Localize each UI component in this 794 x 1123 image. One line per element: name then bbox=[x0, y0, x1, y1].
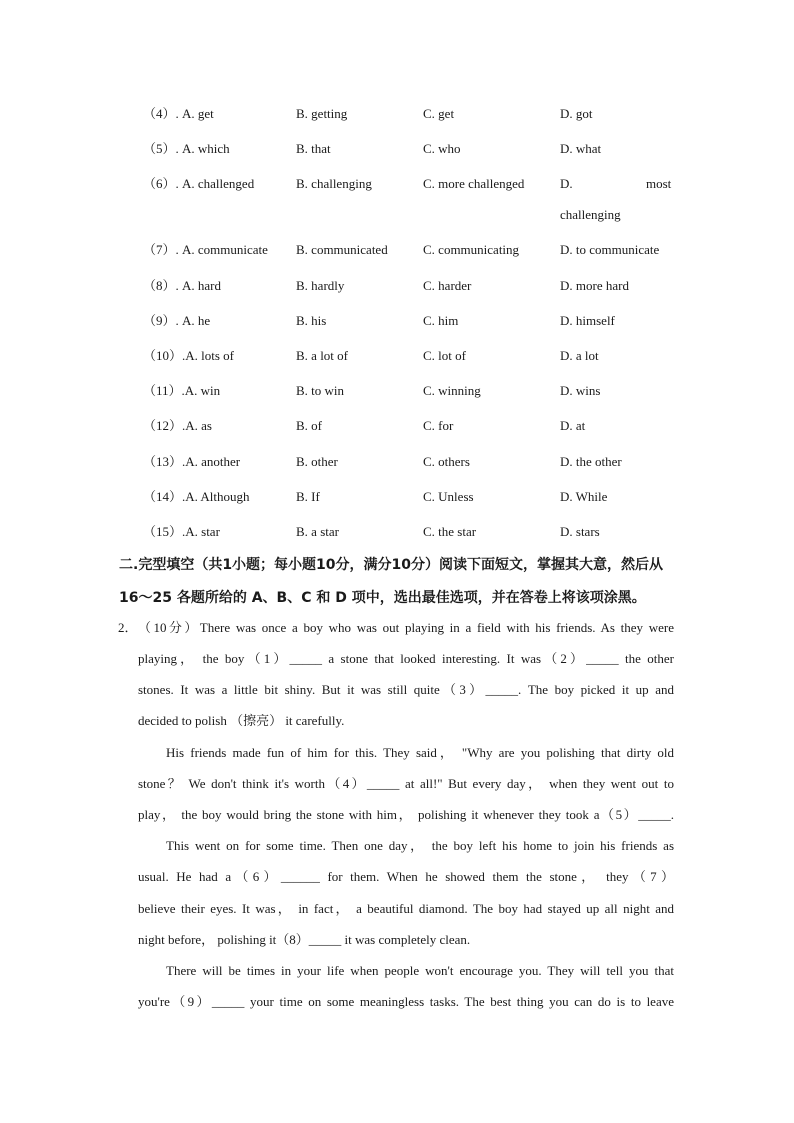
option-b: B. of bbox=[296, 418, 322, 433]
option-b: B. hardly bbox=[296, 278, 345, 293]
option-d: D. wins bbox=[560, 383, 601, 398]
section-heading-line-1: 二.完型填空（共1小题；每小题10分，满分10分）阅读下面短文，掌握其大意，然后从 bbox=[119, 557, 664, 573]
option-a: （11）.A. win bbox=[143, 383, 221, 398]
option-c: C. get bbox=[423, 106, 455, 121]
option-b: B. his bbox=[296, 313, 327, 328]
option-b: B. other bbox=[296, 454, 338, 469]
option-a: （13）.A. another bbox=[143, 454, 241, 469]
passage-line: There will be times in your life when people won't encourage you. They will tell you that bbox=[166, 963, 674, 978]
option-d: D. more hard bbox=[560, 278, 629, 293]
option-c: C. him bbox=[423, 313, 459, 328]
option-c: C. harder bbox=[423, 278, 472, 293]
option-b: B. getting bbox=[296, 106, 348, 121]
option-row-14 bbox=[0, 487, 794, 507]
option-a: （6）. A. challenged bbox=[143, 176, 255, 191]
option-a: （14）.A. Although bbox=[143, 489, 250, 504]
option-d: D. himself bbox=[560, 313, 615, 328]
passage-line: play， the boy would bring the stone with him， polishing it whenever they took a（5）_____. bbox=[138, 807, 674, 822]
option-row-11 bbox=[0, 381, 794, 401]
option-c: C. more challenged bbox=[423, 176, 525, 191]
option-d: D. stars bbox=[560, 524, 600, 539]
option-row-13 bbox=[0, 452, 794, 472]
option-d-continued: challenging bbox=[560, 207, 621, 222]
option-a: （4）. A. get bbox=[143, 106, 214, 121]
option-d: D. While bbox=[560, 489, 608, 504]
option-row-6 bbox=[0, 174, 794, 194]
passage-line: usual. He had a（6）______ for them. When he showed them the stone， they（7） bbox=[138, 869, 674, 884]
passage-line: you're（9）_____ your time on some meaningless tasks. The best thing you can do is to leave bbox=[138, 994, 674, 1009]
option-c: C. lot of bbox=[423, 348, 466, 363]
option-b: B. challenging bbox=[296, 176, 372, 191]
passage-line: stone？ We don't think it's worth（4）_____ at all!" But every day， when they went out to bbox=[138, 776, 674, 791]
option-a: （8）. A. hard bbox=[143, 278, 221, 293]
option-row-5 bbox=[0, 139, 794, 159]
section-heading-line-2: 16～25 各题所给的 A、B、C 和 D 项中，选出最佳选项，并在答卷上将该项涂黑。 bbox=[119, 590, 646, 606]
option-d: D. a lot bbox=[560, 348, 599, 363]
option-b: B. to win bbox=[296, 383, 345, 398]
option-c: C. the star bbox=[423, 524, 477, 539]
option-b: B. If bbox=[296, 489, 320, 504]
passage-line: playing， the boy（1）_____ a stone that looked interesting. It was（2）_____ the other bbox=[138, 651, 674, 666]
option-a: （7）. A. communicate bbox=[143, 242, 268, 257]
option-d: D. at bbox=[560, 418, 586, 433]
passage-line: night before， polishing it（8）_____ it was completely clean. bbox=[138, 932, 471, 947]
question-number: 2． bbox=[118, 620, 138, 635]
option-row-12 bbox=[0, 416, 794, 436]
passage-line: decided to polish （擦亮） it carefully. bbox=[138, 713, 345, 728]
option-d: D. to communicate bbox=[560, 242, 660, 257]
option-c: C. winning bbox=[423, 383, 481, 398]
option-b: B. communicated bbox=[296, 242, 388, 257]
option-b: B. that bbox=[296, 141, 331, 156]
option-row-7 bbox=[0, 240, 794, 260]
passage-line: stones. It was a little bit shiny. But it was still quite（3）_____. The boy picked it up and bbox=[138, 682, 674, 697]
option-d-label: D. bbox=[560, 176, 573, 191]
passage-line: （10分）There was once a boy who was out playing in a field with his friends. As they were bbox=[138, 620, 674, 635]
option-a: （5）. A. which bbox=[143, 141, 230, 156]
option-row-8 bbox=[0, 276, 794, 296]
option-row-10 bbox=[0, 346, 794, 366]
option-d-word: most bbox=[646, 176, 672, 191]
option-d: D. the other bbox=[560, 454, 622, 469]
option-a: （9）. A. he bbox=[143, 313, 211, 328]
option-c: C. Unless bbox=[423, 489, 474, 504]
option-b: B. a star bbox=[296, 524, 339, 539]
option-c: C. for bbox=[423, 418, 454, 433]
passage-line: believe their eyes. It was， in fact， a beautiful diamond. The boy had stayed up all night and bbox=[138, 901, 674, 916]
option-b: B. a lot of bbox=[296, 348, 348, 363]
option-c: C. others bbox=[423, 454, 470, 469]
option-a: （15）.A. star bbox=[143, 524, 220, 539]
passage-line: This went on for some time. Then one day， the boy left his home to join his friends as bbox=[166, 838, 674, 853]
option-c: C. communicating bbox=[423, 242, 520, 257]
passage-line: His friends made fun of him for this. They said， "Why are you polishing that dirty old bbox=[166, 745, 674, 760]
option-d: D. what bbox=[560, 141, 602, 156]
option-row-9 bbox=[0, 311, 794, 331]
option-d: D. got bbox=[560, 106, 593, 121]
option-a: （12）.A. as bbox=[143, 418, 212, 433]
option-row-15 bbox=[0, 522, 794, 542]
option-row-4 bbox=[0, 104, 794, 124]
option-a: （10）.A. lots of bbox=[143, 348, 235, 363]
option-c: C. who bbox=[423, 141, 461, 156]
